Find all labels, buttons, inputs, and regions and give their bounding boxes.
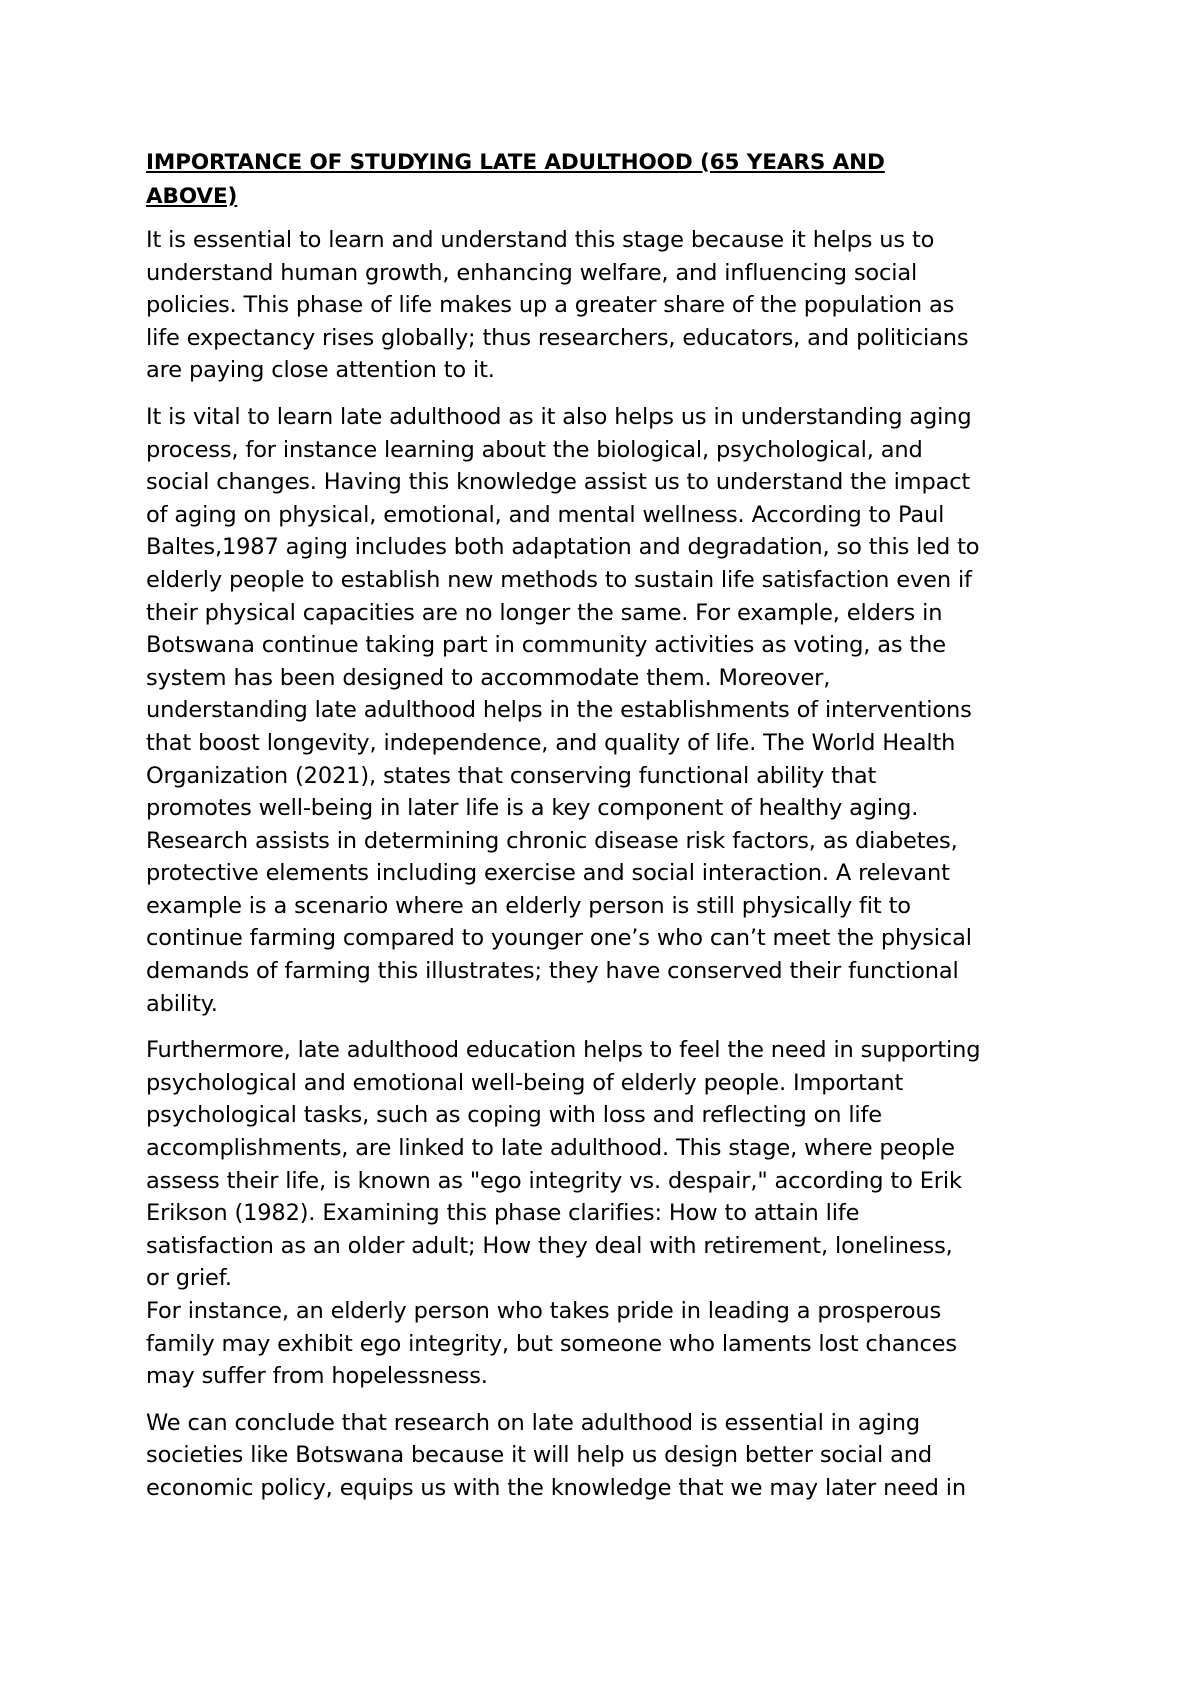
document-body (146, 146, 1086, 1519)
paragraph-intro: It is essential to learn and understand this stage because it helps us to understand human growth, enhancing welfare, and influencing social policies. This phase of life makes up a greater share of the population as life expectancy rises globally; thus researchers, educators, and politicians are paying close attention to it. (146, 227, 969, 384)
paragraph-psychological-wellbeing: Furthermore, late adulthood education helps to feel the need in supporting psychological and emotional well-being of elderly people. Important psychological tasks, such as coping with loss and reflecting on life accomplishments, are linked to late adulthood. This stage, where people assess their life, is known as "ego integrity vs. despair," according to Erik Erikson (1982). Examining this phase clarifies: How to attain life satisfaction as an older adult; How they deal with retirement, loneliness, or grief. (146, 1037, 981, 1292)
paragraph-conclusion: We can conclude that research on late adulthood is essential in aging societies like Botswana because it will help us design better social and economic policy, equips us with the knowledge that we may later need in (146, 1409, 967, 1501)
paragraph-example-ego-integrity: For instance, an elderly person who takes pride in leading a prosperous family may exhibit ego integrity, but someone who laments lost chances may suffer from hopelessness. (146, 1298, 957, 1390)
paragraph-aging-process: It is vital to learn late adulthood as it also helps us in understanding aging process, for instance learning about the biological, psychological, and social changes. Having this knowledge assist us to understand the impact of aging on physical, emotional, and mental wellness. According to Paul Baltes,1987 aging includes both adaptation and degradation, so this led to elderly people to establish new methods to sustain life satisfaction even if their physical capacities are no longer the same. For example, elders in Botswana continue taking part in community activities as voting, as the system has been designed to accommodate them. Moreover, understanding late adulthood helps in the establishments of interventions that boost longevity, independence, and quality of life. The World Health Organization (2021), states that conserving functional ability that promotes well-being in later life is a key component of healthy aging. Research assists in determining chronic disease risk factors, as diabetes, protective elements including exercise and social interaction. A relevant example is a scenario where an elderly person is still physically fit to continue farming compared to younger one’s who can’t meet the physical demands of farming this illustrates; they have conserved their functional ability. (146, 403, 980, 1017)
document-title: IMPORTANCE OF STUDYING LATE ADULTHOOD (65 YEARS AND ABOVE) (146, 150, 885, 209)
